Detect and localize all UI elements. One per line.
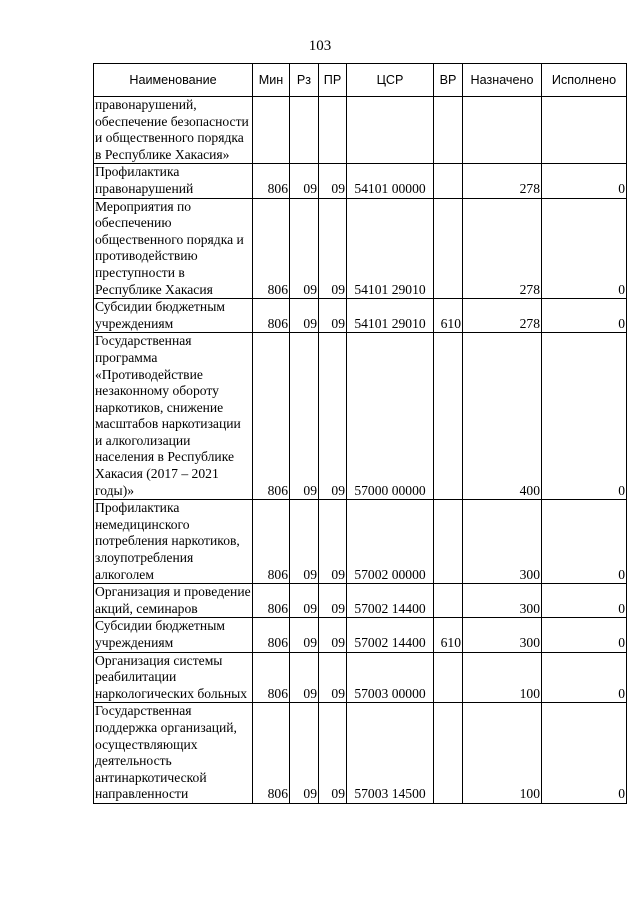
cell-pr: 09: [319, 652, 347, 703]
table-row: [94, 618, 627, 652]
cell-vr: [434, 500, 463, 584]
table-header-row: [94, 64, 627, 97]
column-header-min: Мин: [253, 64, 290, 97]
cell-csr: 57003 00000: [347, 652, 434, 703]
cell-assigned: 100: [463, 652, 542, 703]
cell-pr: 09: [319, 703, 347, 804]
cell-pr: 09: [319, 299, 347, 333]
cell-rz: 09: [290, 584, 319, 618]
cell-vr: [434, 584, 463, 618]
cell-name: Профилактика правонарушений: [94, 164, 253, 198]
cell-vr: 610: [434, 618, 463, 652]
cell-rz: 09: [290, 703, 319, 804]
cell-name: Государственная поддержка организаций, осуществляющих деятельность антинаркотической направленности: [94, 703, 253, 804]
budget-table: [93, 63, 627, 804]
cell-name: Организация и проведение акций, семинаров: [94, 584, 253, 618]
cell-csr: 57000 00000: [347, 333, 434, 500]
cell-min: 806: [253, 299, 290, 333]
cell-min: 806: [253, 584, 290, 618]
cell-executed: 0: [542, 584, 627, 618]
cell-pr: [319, 97, 347, 164]
cell-executed: 0: [542, 618, 627, 652]
cell-min: 806: [253, 652, 290, 703]
cell-csr: 57002 14400: [347, 584, 434, 618]
table-row: [94, 299, 627, 333]
cell-pr: 09: [319, 198, 347, 299]
table-row: [94, 500, 627, 584]
column-header-assigned: Назначено: [463, 64, 542, 97]
cell-vr: [434, 652, 463, 703]
cell-pr: 09: [319, 500, 347, 584]
cell-executed: 0: [542, 703, 627, 804]
cell-vr: 610: [434, 299, 463, 333]
cell-rz: 09: [290, 164, 319, 198]
cell-executed: 0: [542, 198, 627, 299]
cell-min: 806: [253, 333, 290, 500]
cell-name: Организация системы реабилитации наркологических больных: [94, 652, 253, 703]
cell-rz: [290, 97, 319, 164]
cell-pr: 09: [319, 584, 347, 618]
cell-vr: [434, 703, 463, 804]
cell-rz: 09: [290, 333, 319, 500]
cell-csr: 54101 29010: [347, 299, 434, 333]
page-number: 103: [308, 38, 332, 54]
cell-vr: [434, 333, 463, 500]
cell-min: 806: [253, 164, 290, 198]
table-row: [94, 584, 627, 618]
cell-csr: 57003 14500: [347, 703, 434, 804]
column-header-vr: ВР: [434, 64, 463, 97]
cell-assigned: 300: [463, 584, 542, 618]
cell-executed: 0: [542, 652, 627, 703]
cell-name: Мероприятия по обеспечению общественного порядка и противодействию преступности в Республике Хакасия: [94, 198, 253, 299]
cell-rz: 09: [290, 299, 319, 333]
table-row: [94, 97, 627, 164]
cell-assigned: 278: [463, 299, 542, 333]
cell-pr: 09: [319, 333, 347, 500]
cell-csr: [347, 97, 434, 164]
cell-csr: 54101 00000: [347, 164, 434, 198]
cell-name: Субсидии бюджетным учреждениям: [94, 618, 253, 652]
cell-name: Субсидии бюджетным учреждениям: [94, 299, 253, 333]
cell-min: 806: [253, 703, 290, 804]
cell-executed: 0: [542, 500, 627, 584]
cell-assigned: 278: [463, 164, 542, 198]
column-header-executed: Исполнено: [542, 64, 627, 97]
cell-pr: 09: [319, 164, 347, 198]
cell-executed: [542, 97, 627, 164]
cell-pr: 09: [319, 618, 347, 652]
cell-assigned: 300: [463, 618, 542, 652]
cell-executed: 0: [542, 164, 627, 198]
cell-assigned: 400: [463, 333, 542, 500]
cell-rz: 09: [290, 198, 319, 299]
table-row: [94, 164, 627, 198]
cell-rz: 09: [290, 652, 319, 703]
column-header-rz: Рз: [290, 64, 319, 97]
cell-min: 806: [253, 198, 290, 299]
table-row: [94, 198, 627, 299]
cell-vr: [434, 97, 463, 164]
cell-assigned: [463, 97, 542, 164]
table-row: [94, 652, 627, 703]
table-row: [94, 703, 627, 804]
cell-rz: 09: [290, 618, 319, 652]
cell-min: 806: [253, 618, 290, 652]
cell-assigned: 278: [463, 198, 542, 299]
cell-assigned: 100: [463, 703, 542, 804]
cell-assigned: 300: [463, 500, 542, 584]
column-header-csr: ЦСР: [347, 64, 434, 97]
column-header-pr: ПР: [319, 64, 347, 97]
cell-executed: 0: [542, 333, 627, 500]
cell-vr: [434, 198, 463, 299]
cell-min: 806: [253, 500, 290, 584]
cell-csr: 57002 00000: [347, 500, 434, 584]
table-row: [94, 333, 627, 500]
cell-name: правонарушений, обеспечение безопасности и общественного порядка в Республике Хакасия»: [94, 97, 253, 164]
cell-csr: 54101 29010: [347, 198, 434, 299]
cell-vr: [434, 164, 463, 198]
cell-min: [253, 97, 290, 164]
cell-csr: 57002 14400: [347, 618, 434, 652]
cell-name: Профилактика немедицинского потребления наркотиков, злоупотребления алкоголем: [94, 500, 253, 584]
cell-executed: 0: [542, 299, 627, 333]
cell-rz: 09: [290, 500, 319, 584]
cell-name: Государственная программа «Противодействие незаконному обороту наркотиков, снижение масштабов наркотизации и алкоголизации населения в Республике Хакасия (2017 – 2021 годы)»: [94, 333, 253, 500]
column-header-name: Наименование: [94, 64, 253, 97]
